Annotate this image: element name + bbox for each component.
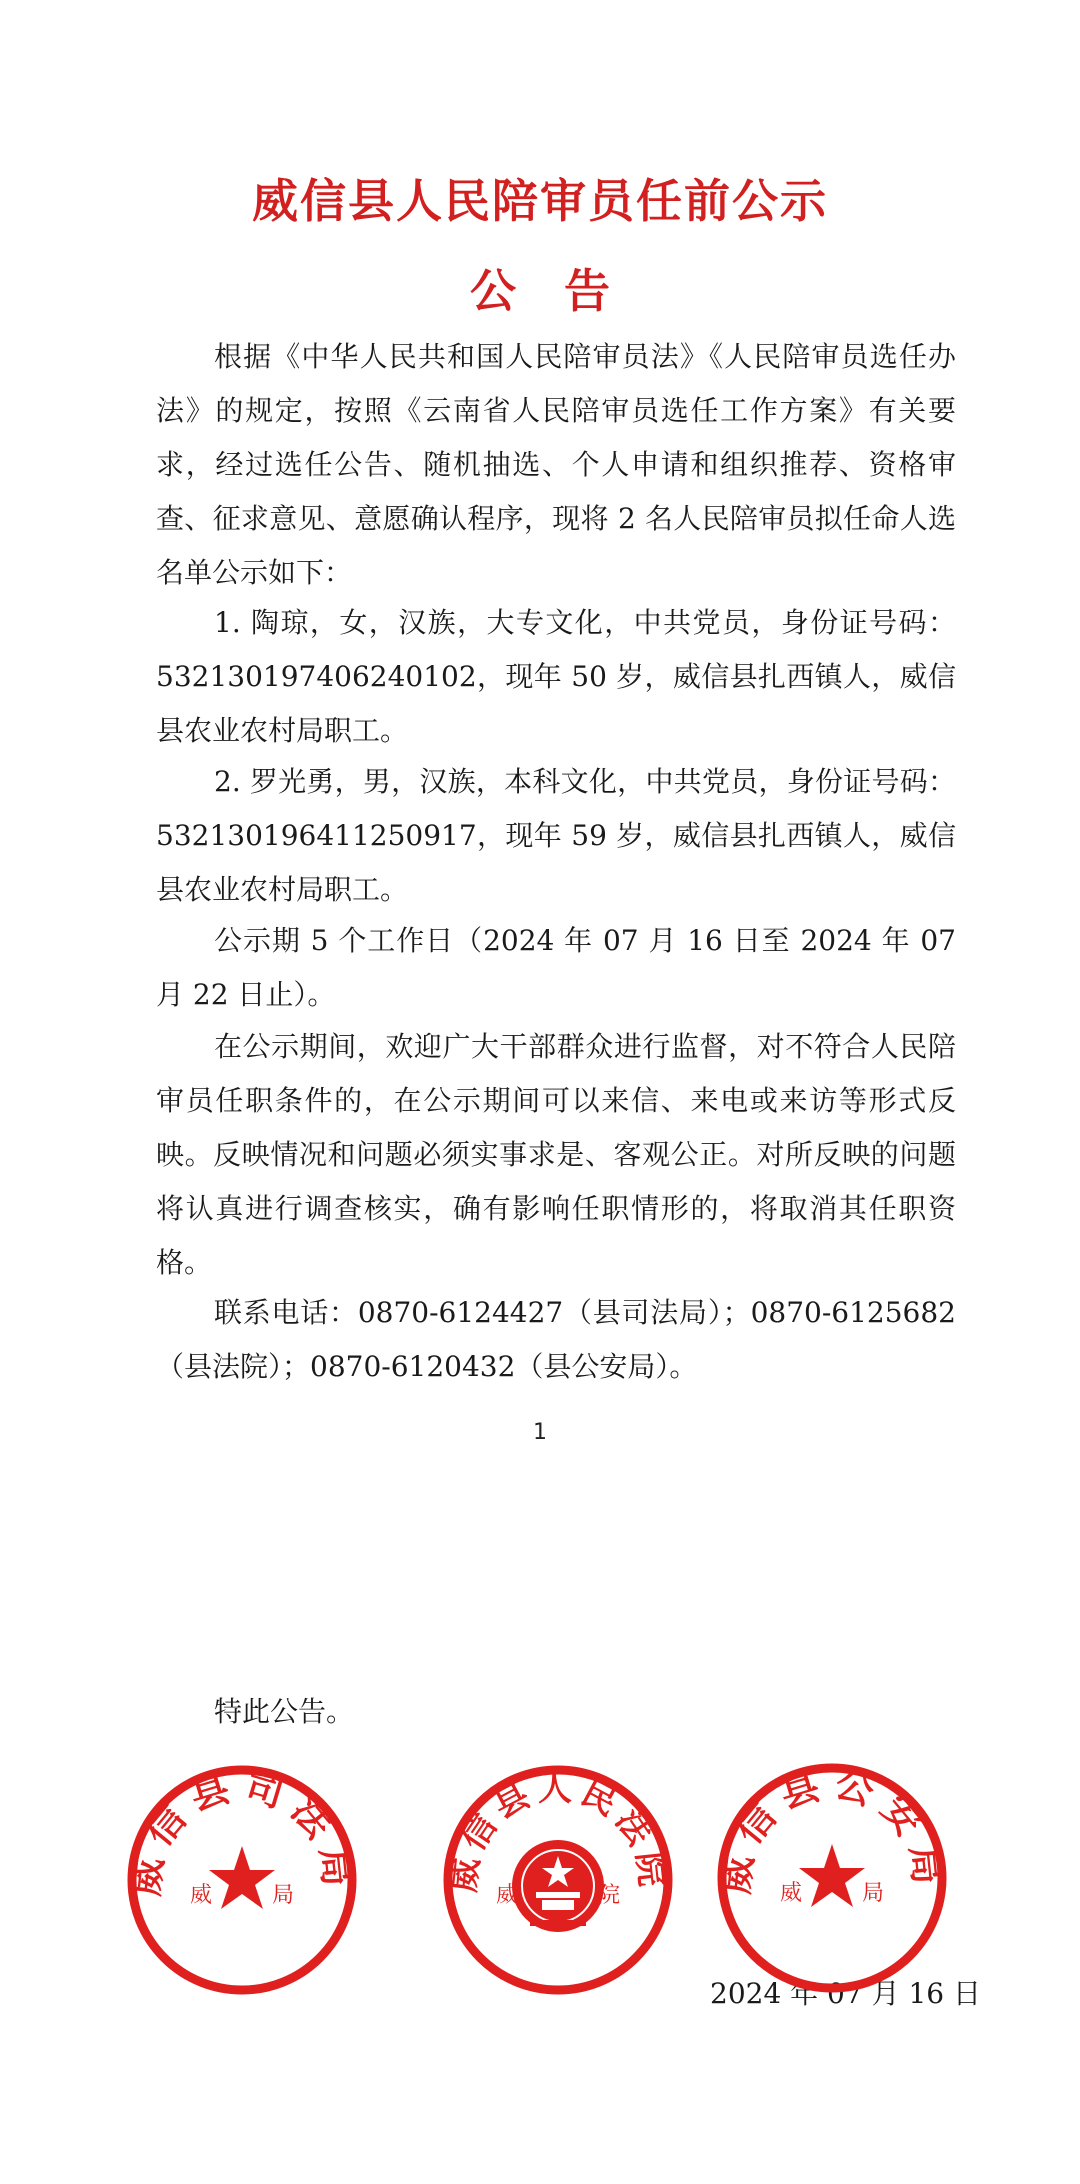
- page-number: 1: [533, 1420, 547, 1445]
- seal-inner-left: 威: [780, 1881, 803, 1906]
- document-subtitle: 公告: [470, 264, 658, 318]
- public-security-seal: [712, 1758, 952, 1998]
- supervision-paragraph: 在公示期间，欢迎广大干部群众进行监督，对不符合人民陪审员任职条件的，在公示期间可以来信、来电或来访等形式反映。反映情况和问题必须实事求是、客观公正。对所反映的问题将认真进行调查核实，确有影响任职情形的，将取消其任职资格。: [156, 1030, 956, 1279]
- seal-arc-textpath: 威信县人民法院: [443, 1769, 673, 1895]
- intro-paragraph: 根据《中华人民共和国人民陪审员法》《人民陪审员选任办法》的规定，按照《云南省人民陪审员选任工作方案》有关要求，经过选任公告、随机抽选、个人申请和组织推荐、资格审查、征求意见、意愿确认程序，现将 2 名人民陪审员拟任命人选名单公示如下：: [156, 340, 956, 589]
- document-title: 威信县人民陪审员任前公示: [252, 174, 828, 228]
- candidate-item-2: 2. 罗光勇，男，汉族，本科文化，中共党员，身份证号码：532130196411250917，现年 59 岁，威信县扎西镇人，威信县农业农村局职工。: [156, 765, 956, 906]
- seal-inner-right: 局: [272, 1883, 295, 1908]
- seal-inner-left: 威: [496, 1883, 519, 1908]
- seal-inner-right: 院: [598, 1883, 621, 1908]
- document-date: 2024 年 07 月 16 日: [710, 1977, 982, 2010]
- seal-arc-textpath: 威信县公安局: [712, 1760, 952, 1897]
- star-icon: [799, 1844, 865, 1907]
- star-icon: [209, 1846, 275, 1909]
- justice-bureau-seal: [122, 1760, 362, 2000]
- seal-inner-left: 威: [190, 1883, 213, 1908]
- seal-inner-right: 局: [862, 1881, 885, 1906]
- seal-arc-textpath: 威信县司法局: [122, 1762, 362, 1899]
- national-emblem-icon: [512, 1840, 604, 1932]
- closing-line: 特此公告。: [214, 1695, 355, 1728]
- candidate-item-1: 1. 陶琼，女，汉族，大专文化，中共党员，身份证号码：532130197406240102，现年 50 岁，威信县扎西镇人，威信县农业农村局职工。: [156, 606, 956, 747]
- county-court-seal: [438, 1760, 678, 2000]
- period-paragraph: 公示期 5 个工作日（2024 年 07 月 16 日至 2024 年 07 月 22 日止）。: [156, 924, 956, 1011]
- contact-paragraph: 联系电话：0870-6124427（县司法局）；0870-6125682（县法院）；0870-6120432（县公安局）。: [156, 1296, 956, 1383]
